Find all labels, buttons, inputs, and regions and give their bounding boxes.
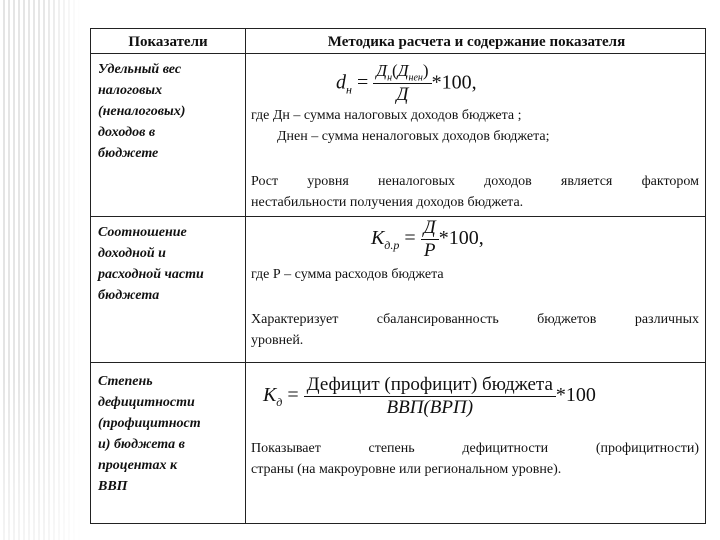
row-divider	[91, 362, 705, 363]
row3-comment-line1: Показывает степень дефицитности (профицитности)	[251, 441, 699, 456]
row2-comment-line2: уровней.	[251, 333, 304, 348]
column-divider	[245, 29, 246, 523]
row2-where-line1: где Р – сумма расходов бюджета	[251, 267, 444, 282]
decorative-stripes	[0, 0, 82, 540]
row1-indicator: Удельный вес налоговых (неналоговых) доходов в бюджете	[98, 62, 186, 161]
indicators-table	[90, 28, 706, 524]
header-divider	[91, 53, 705, 54]
row2-comment-line1: Характеризует сбалансированность бюджетов различных	[251, 312, 699, 327]
row2-indicator: Соотношение доходной и расходной части бюджета	[98, 225, 204, 303]
row2-formula: $К_{д.р}$ = $\frac{Д}{Р}$ *100,	[371, 217, 484, 261]
row1-comment-line2: нестабильности получения доходов бюджета.	[251, 195, 524, 210]
header-method: Методика расчета и содержание показателя	[327, 34, 626, 50]
row3-formula: $К_д$ = $\frac{\text{Дефицит (профицит) бюджета}}{\text{ВВП(ВРП)}}$ *100	[263, 374, 596, 418]
row1-where-line1: где Дн – сумма налоговых доходов бюджета ;	[251, 108, 522, 123]
row1-comment-line1: Рост уровня неналоговых доходов является фактором	[251, 174, 699, 189]
header-indicators: Показатели	[128, 34, 208, 50]
row3-indicator: Степень дефицитности (профицитност и) бюджета в процентах к ВВП	[98, 374, 201, 494]
row3-comment-line2: страны (на макроуровне или региональном уровне).	[251, 462, 562, 477]
row1-where-line2: Днен – сумма неналоговых доходов бюджета;	[277, 129, 550, 144]
row1-formula: $d_н$ = $\frac{Д_н(Д_{нен})}{Д}$ *100,	[336, 61, 477, 106]
